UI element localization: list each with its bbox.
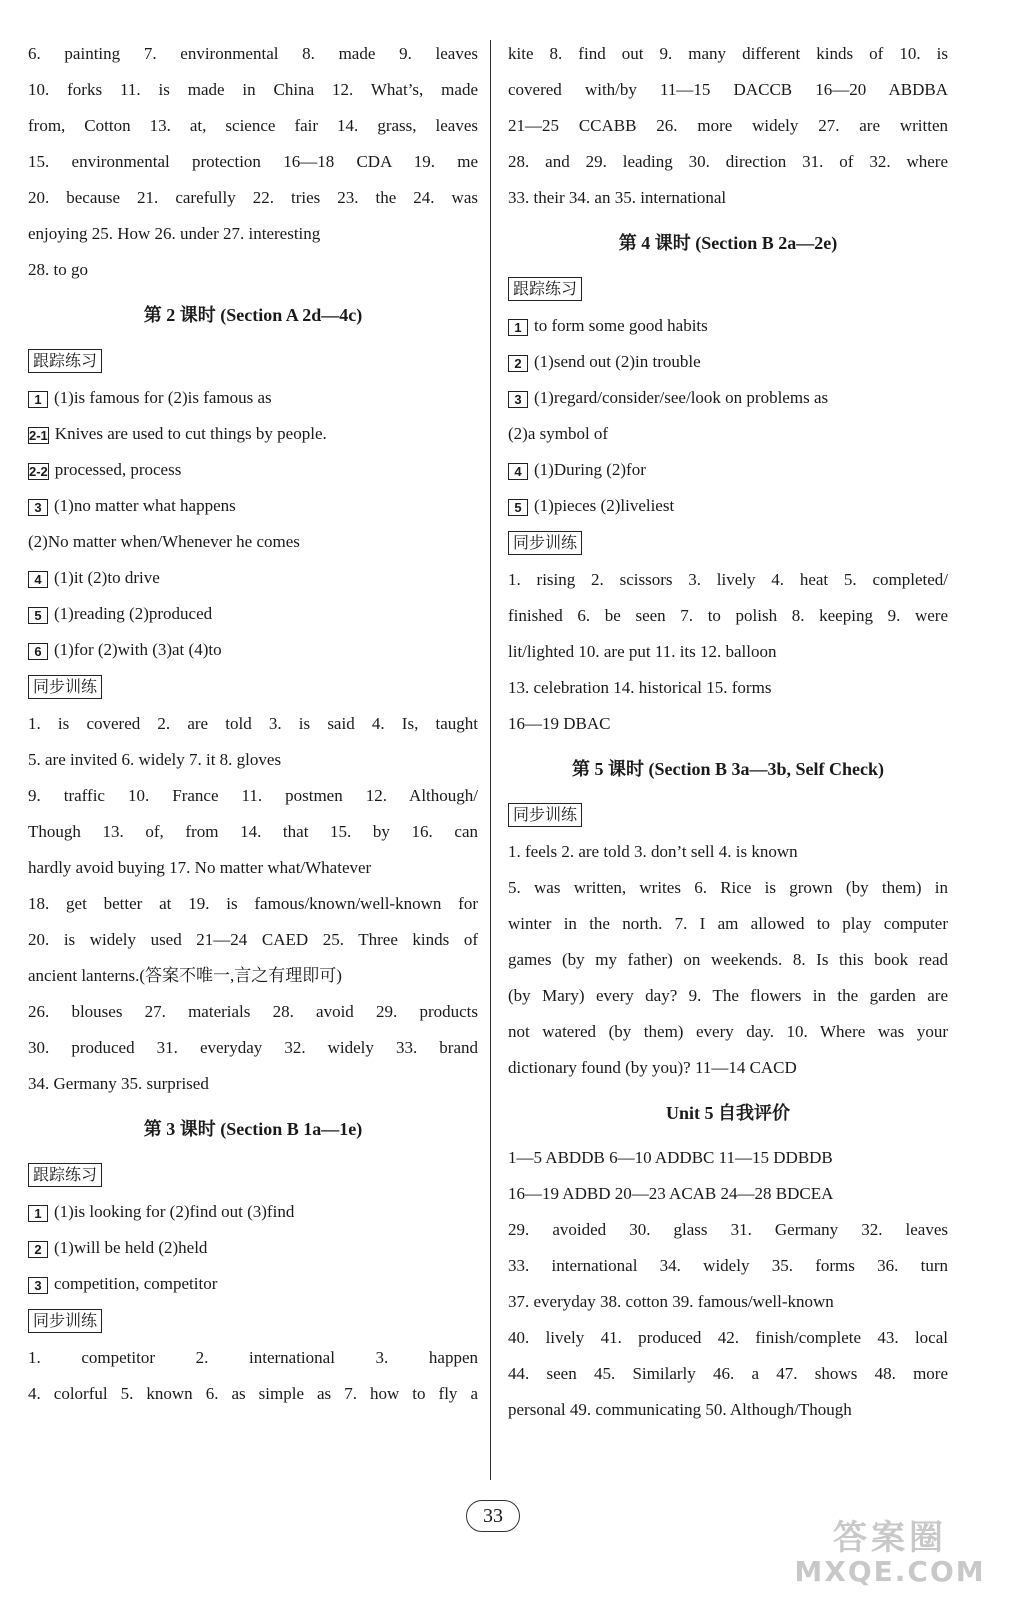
answer-line: 1. competitor 2. international 3. happen (28, 1348, 478, 1367)
answer-line: 9. traffic 10. France 11. postmen 12. Although/ (28, 786, 478, 805)
item-number-box: 2 (508, 355, 528, 372)
answer-line: 21—25 CCABB 26. more widely 27. are written (508, 116, 948, 135)
answers-block-continued (508, 36, 948, 216)
answer-line: 29. avoided 30. glass 31. Germany 32. leaves (508, 1220, 948, 1239)
answer-line: personal 49. communicating 50. Although/Though (508, 1400, 852, 1419)
sync-answers-lesson-3 (28, 1340, 478, 1412)
answer-line: kite 8. find out 9. many different kinds of 10. is (508, 44, 948, 63)
answer-line: winter in the north. 7. I am allowed to play computer (508, 914, 948, 933)
item-number-box: 6 (28, 643, 48, 660)
item-number-box: 2 (28, 1241, 48, 1258)
tracking-answers-lesson-3 (28, 1194, 478, 1302)
answer-text: processed, process (54, 460, 182, 479)
answer-line: 20. because 21. carefully 22. tries 23. the 24. was (28, 188, 478, 207)
answer-line: 33. their 34. an 35. international (508, 188, 727, 207)
answer-line: 37. everyday 38. cotton 39. famous/well-known (508, 1292, 834, 1311)
answer-line: 10. forks 11. is made in China 12. What’s, made (28, 80, 478, 99)
answer-line: 16—19 ADBD 20—23 ACAB 24—28 BDCEA (508, 1184, 834, 1203)
answer-text: (2)a symbol of (508, 424, 609, 443)
item-number-box: 1 (28, 391, 48, 408)
sync-answers-lesson-2 (28, 706, 478, 1102)
answer-line: 6. painting 7. environmental 8. made 9. leaves (28, 44, 478, 63)
answer-line: from, Cotton 13. at, science fair 14. grass, leaves (28, 116, 478, 135)
left-column (28, 36, 478, 1412)
answer-line: enjoying 25. How 26. under 27. interesting (28, 224, 321, 243)
answer-line: 44. seen 45. Similarly 46. a 47. shows 48. more (508, 1364, 948, 1383)
item-number-box: 5 (28, 607, 48, 624)
answer-line: 33. international 34. widely 35. forms 36. turn (508, 1256, 948, 1275)
answers-block-1 (28, 36, 478, 288)
answer-line: 28. to go (28, 260, 88, 279)
section-heading-unit-5-self-assessment: Unit 5 自我评价 (665, 1103, 790, 1123)
item-number-box: 1 (508, 319, 528, 336)
answer-line: 1. feels 2. are told 3. don’t sell 4. is known (508, 842, 798, 861)
answer-line: Though 13. of, from 14. that 15. by 16. can (28, 822, 478, 841)
answer-text: (1)for (2)with (3)at (4)to (54, 640, 222, 659)
answer-line: hardly avoid buying 17. No matter what/Whatever (28, 858, 372, 877)
item-number-box: 5 (508, 499, 528, 516)
tag-tracking-practice: 跟踪练习 (28, 1163, 102, 1187)
answer-line: not watered (by them) every day. 10. Where was your (508, 1022, 948, 1041)
tag-sync-training: 同步训练 (508, 531, 582, 555)
item-number-box: 2-2 (29, 463, 48, 479)
answer-text: Knives are used to cut things by people. (54, 424, 327, 443)
answer-line: 40. lively 41. produced 42. finish/complete 43. local (508, 1328, 948, 1347)
answer-line: games (by my father) on weekends. 8. Is this book read (508, 950, 948, 969)
answer-line: 30. produced 31. everyday 32. widely 33. brand (28, 1038, 478, 1057)
sync-answers-lesson-5 (508, 834, 948, 1086)
item-number-box: 1 (28, 1205, 48, 1222)
answer-text: (1)regard/consider/see/look on problems as (534, 388, 829, 407)
item-number-box: 2-1 (29, 427, 48, 443)
answer-line: 15. environmental protection 16—18 CDA 19. me (28, 152, 478, 171)
sync-answers-lesson-4 (508, 562, 948, 742)
answer-line: lit/lighted 10. are put 11. its 12. balloon (508, 642, 777, 661)
answer-line: 16—19 DBAC (508, 714, 611, 733)
answer-text: (2)No matter when/Whenever he comes (28, 532, 300, 551)
answer-line: 26. blouses 27. materials 28. avoid 29. products (28, 1002, 478, 1021)
answer-line: 34. Germany 35. surprised (28, 1074, 209, 1093)
answer-line: 18. get better at 19. is famous/known/well-known for (28, 894, 478, 913)
item-number-box: 3 (28, 499, 48, 516)
watermark-title: 答案圈 (833, 1518, 947, 1558)
answer-line: 5. was written, writes 6. Rice is grown (by them) in (508, 878, 948, 897)
item-number-box: 3 (28, 1277, 48, 1294)
unit-5-answers (508, 1140, 948, 1428)
answer-line: 28. and 29. leading 30. direction 31. of 32. where (508, 152, 948, 171)
answer-line: (by Mary) every day? 9. The flowers in the garden are (508, 986, 948, 1005)
tag-sync-training: 同步训练 (28, 675, 102, 699)
section-heading-lesson-3: 第 3 课时 (Section B 1a—1e) (143, 1119, 363, 1139)
tag-tracking-practice: 跟踪练习 (508, 277, 582, 301)
column-divider (490, 40, 491, 1480)
answer-text: (1)no matter what happens (54, 496, 236, 515)
answer-line: 4. colorful 5. known 6. as simple as 7. how to fly a (28, 1384, 478, 1403)
page-number: 33 (466, 1500, 520, 1532)
answer-text: to form some good habits (534, 316, 708, 335)
answer-line: 1. is covered 2. are told 3. is said 4. Is, taught (28, 714, 478, 733)
answer-text: (1)reading (2)produced (54, 604, 213, 623)
answer-line: 1—5 ABDDB 6—10 ADDBC 11—15 DDBDB (508, 1148, 833, 1167)
answer-line: 13. celebration 14. historical 15. forms (508, 678, 772, 697)
watermark-url: MXQE.COM (794, 1555, 986, 1589)
section-heading-lesson-4: 第 4 课时 (Section B 2a—2e) (618, 233, 838, 253)
answer-text: (1)will be held (2)held (54, 1238, 208, 1257)
item-number-box: 3 (508, 391, 528, 408)
answer-line: finished 6. be seen 7. to polish 8. keeping 9. were (508, 606, 948, 625)
item-number-box: 4 (28, 571, 48, 588)
answer-text: (1)is looking for (2)find out (3)find (54, 1202, 295, 1221)
answer-line: 20. is widely used 21—24 CAED 25. Three kinds of (28, 930, 478, 949)
item-number-box: 4 (508, 463, 528, 480)
section-heading-lesson-2: 第 2 课时 (Section A 2d—4c) (143, 305, 363, 325)
answer-text: (1)During (2)for (534, 460, 646, 479)
answer-text: (1)it (2)to drive (54, 568, 160, 587)
watermark-logo (770, 1520, 1010, 1590)
answer-text: (1)send out (2)in trouble (534, 352, 701, 371)
answer-line: ancient lanterns.(答案不唯一,言之有理即可) (28, 966, 342, 985)
answer-text: (1)pieces (2)liveliest (534, 496, 675, 515)
tag-sync-training: 同步训练 (508, 803, 582, 827)
answer-text: (1)is famous for (2)is famous as (54, 388, 272, 407)
tag-sync-training: 同步训练 (28, 1309, 102, 1333)
section-heading-lesson-5: 第 5 课时 (Section B 3a—3b, Self Check) (572, 759, 884, 779)
tag-tracking-practice: 跟踪练习 (28, 349, 102, 373)
tracking-answers-lesson-4 (508, 308, 948, 524)
answer-line: 1. rising 2. scissors 3. lively 4. heat 5. completed/ (508, 570, 948, 589)
answer-line: dictionary found (by you)? 11—14 CACD (508, 1058, 797, 1077)
right-column (508, 36, 948, 1428)
answer-line: 5. are invited 6. widely 7. it 8. gloves (28, 750, 282, 769)
answer-line: covered with/by 11—15 DACCB 16—20 ABDBA (508, 80, 948, 99)
tracking-answers-lesson-2 (28, 380, 478, 668)
answer-text: competition, competitor (54, 1274, 218, 1293)
